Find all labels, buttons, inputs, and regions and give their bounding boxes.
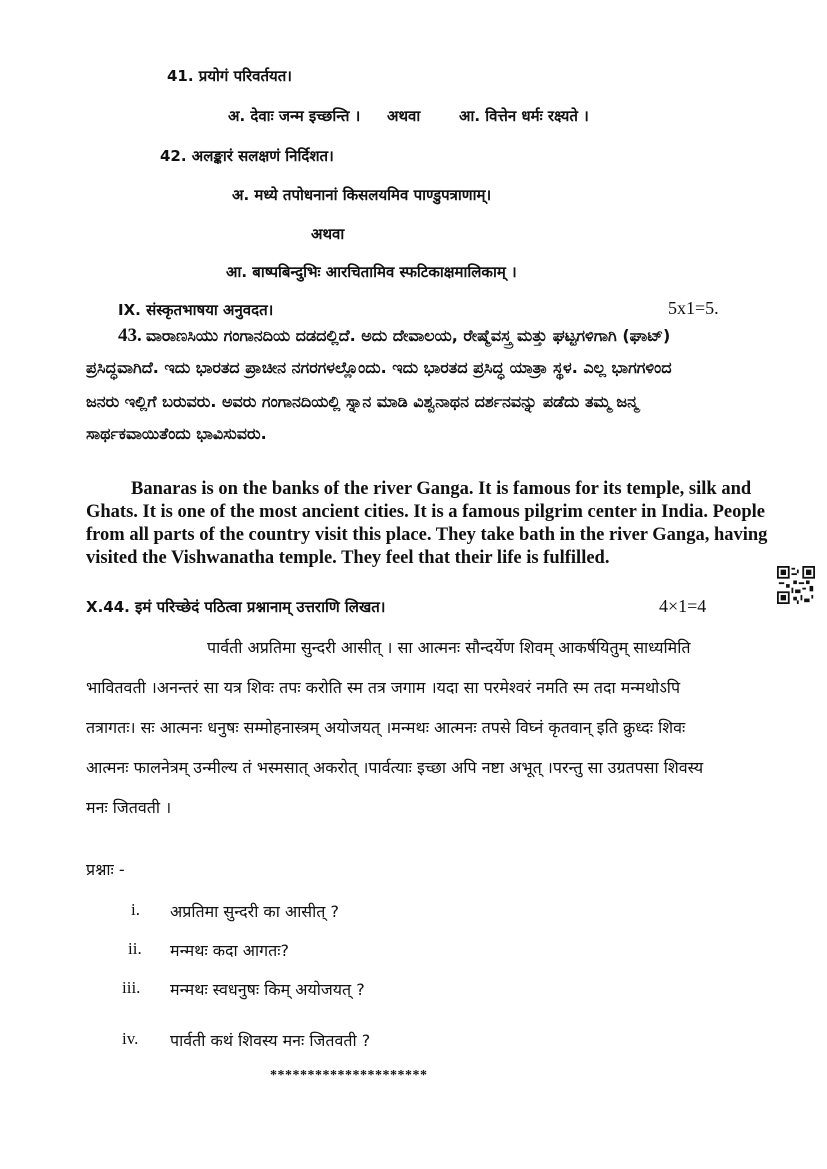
q43-english-line-4: visited the Vishwanatha temple. They feel that their life is fulfilled. (86, 548, 610, 568)
q42-option-a: अ. मध्ये तपोधनानां किसलयमिव पाण्डुपत्राणाम्। (232, 186, 492, 204)
question-1-number: i. (131, 900, 140, 919)
footer-stars: ********************* (270, 1068, 428, 1083)
q43-kannada-line-4: ಸಾರ್ಥಕವಾಯಿತೆಂದು ಭಾವಿಸುವರು. (86, 424, 267, 443)
q43-kannada-line-3: ಜನರು ಇಲ್ಲಿಗೆ ಬರುವರು. ಅವರು ಗಂಗಾನದಿಯಲ್ಲಿ ಸ್ನಾನ ಮಾಡಿ ವಿಶ್ವನಾಥನ ದರ್ಶನವನ್ನು ಪಡೆದು ತಮ್ಮ ಜನ್ಮ (86, 392, 639, 411)
passage-line-4: आत्मनः फालनेत्रम् उन्मील्य तं भस्मसात् अकरोत् ।पार्वत्याः इच्छा अपि नष्टा अभूत् ।परन्तु सा उग्रतपसा शिवस्य (86, 758, 704, 777)
qr-code-icon (777, 566, 815, 604)
q42-or: अथवा (311, 225, 345, 243)
q41-title: 41. प्रयोगं परिवर्तयत। (167, 67, 292, 85)
q43-english-line-3: from all parts of the country visit this place. They take bath in the river Ganga, having (86, 525, 768, 545)
question-3-text: मन्मथः स्वधनुषः किम् अयोजयत् ? (170, 980, 365, 999)
questions-label: प्रश्नाः - (86, 860, 125, 879)
q41-option-b: आ. वित्तेन धर्मः रक्ष्यते । (459, 107, 589, 125)
question-4-number: iv. (122, 1029, 139, 1048)
question-2-text: मन्मथः कदा आगतः? (170, 941, 289, 960)
q43-english-line-2: Ghats. It is one of the most ancient cities. It is a famous pilgrim center in India. People (86, 502, 765, 522)
q43-kannada-line-2: ಪ್ರಸಿದ್ಧವಾಗಿದೆ. ಇದು ಭಾರತದ ಪ್ರಾಚೀನ ನಗರಗಳಲ್ಲೊಂದು. ಇದು ಭಾರತದ ಪ್ರಸಿದ್ಧ ಯಾತ್ರಾ ಸ್ಥಳ. ಎಲ್ಲ ಭಾಗಗಳಿಂದ (86, 358, 672, 377)
passage-line-3: तत्रागतः। सः आत्मनः धनुषः सम्मोहनास्त्रम् अयोजयत् ।मन्मथः आत्मनः तपसे विघ्नं कृतवान् इति क्रुध्दः शिवः (86, 718, 686, 737)
q41-or: अथवा (387, 107, 421, 125)
section-9-marks: 5x1=5. (668, 298, 719, 318)
question-2-number: ii. (128, 939, 142, 958)
q42-title: 42. अलङ्कारं सलक्षणं निर्दिशत। (160, 147, 334, 165)
question-1-text: अप्रतिमा सुन्दरी का आसीत् ? (170, 902, 339, 921)
q43-english-line-1: Banaras is on the banks of the river Ganga. It is famous for its temple, silk and (131, 479, 752, 499)
section-10-title: X.44. इमं परिच्छेदं पठित्वा प्रश्नानाम् उत्तराणि लिखत। (86, 598, 386, 616)
question-3-number: iii. (122, 978, 141, 997)
question-4-text: पार्वती कथं शिवस्य मनः जितवती ? (170, 1031, 371, 1050)
q41-option-a: अ. देवाः जन्म इच्छन्ति । (228, 107, 361, 125)
section-9-title: IX. संस्कृतभाषया अनुवदत। (118, 301, 274, 319)
q42-option-b: आ. बाष्पबिन्दुभिः आरचितामिव स्फटिकाक्षमालिकाम् । (226, 263, 517, 281)
q43-number: 43. (118, 325, 142, 346)
passage-line-5: मनः जितवती । (86, 798, 172, 817)
passage-line-2: भावितवती ।अनन्तरं सा यत्र शिवः तपः करोति स्म तत्र जगाम ।यदा सा परमेश्वरं नमति स्म तदा मन्मथोऽपि (86, 678, 681, 697)
q43-kannada-line-1: ವಾರಾಣಸಿಯು ಗಂಗಾನದಿಯ ದಡದಲ್ಲಿದೆ. ಅದು ದೇವಾಲಯ, ರೇಷ್ಮೆವಸ್ತ್ರ ಮತ್ತು ಘಟ್ಟಗಳಿಗಾಗಿ (ಘಾಟ್) (146, 326, 671, 345)
passage-line-1: पार्वती अप्रतिमा सुन्दरी आसीत् । सा आत्मनः सौन्दर्येण शिवम् आकर्षयितुम् साध्यमिति (207, 638, 691, 657)
section-10-marks: 4×1=4 (659, 596, 707, 616)
